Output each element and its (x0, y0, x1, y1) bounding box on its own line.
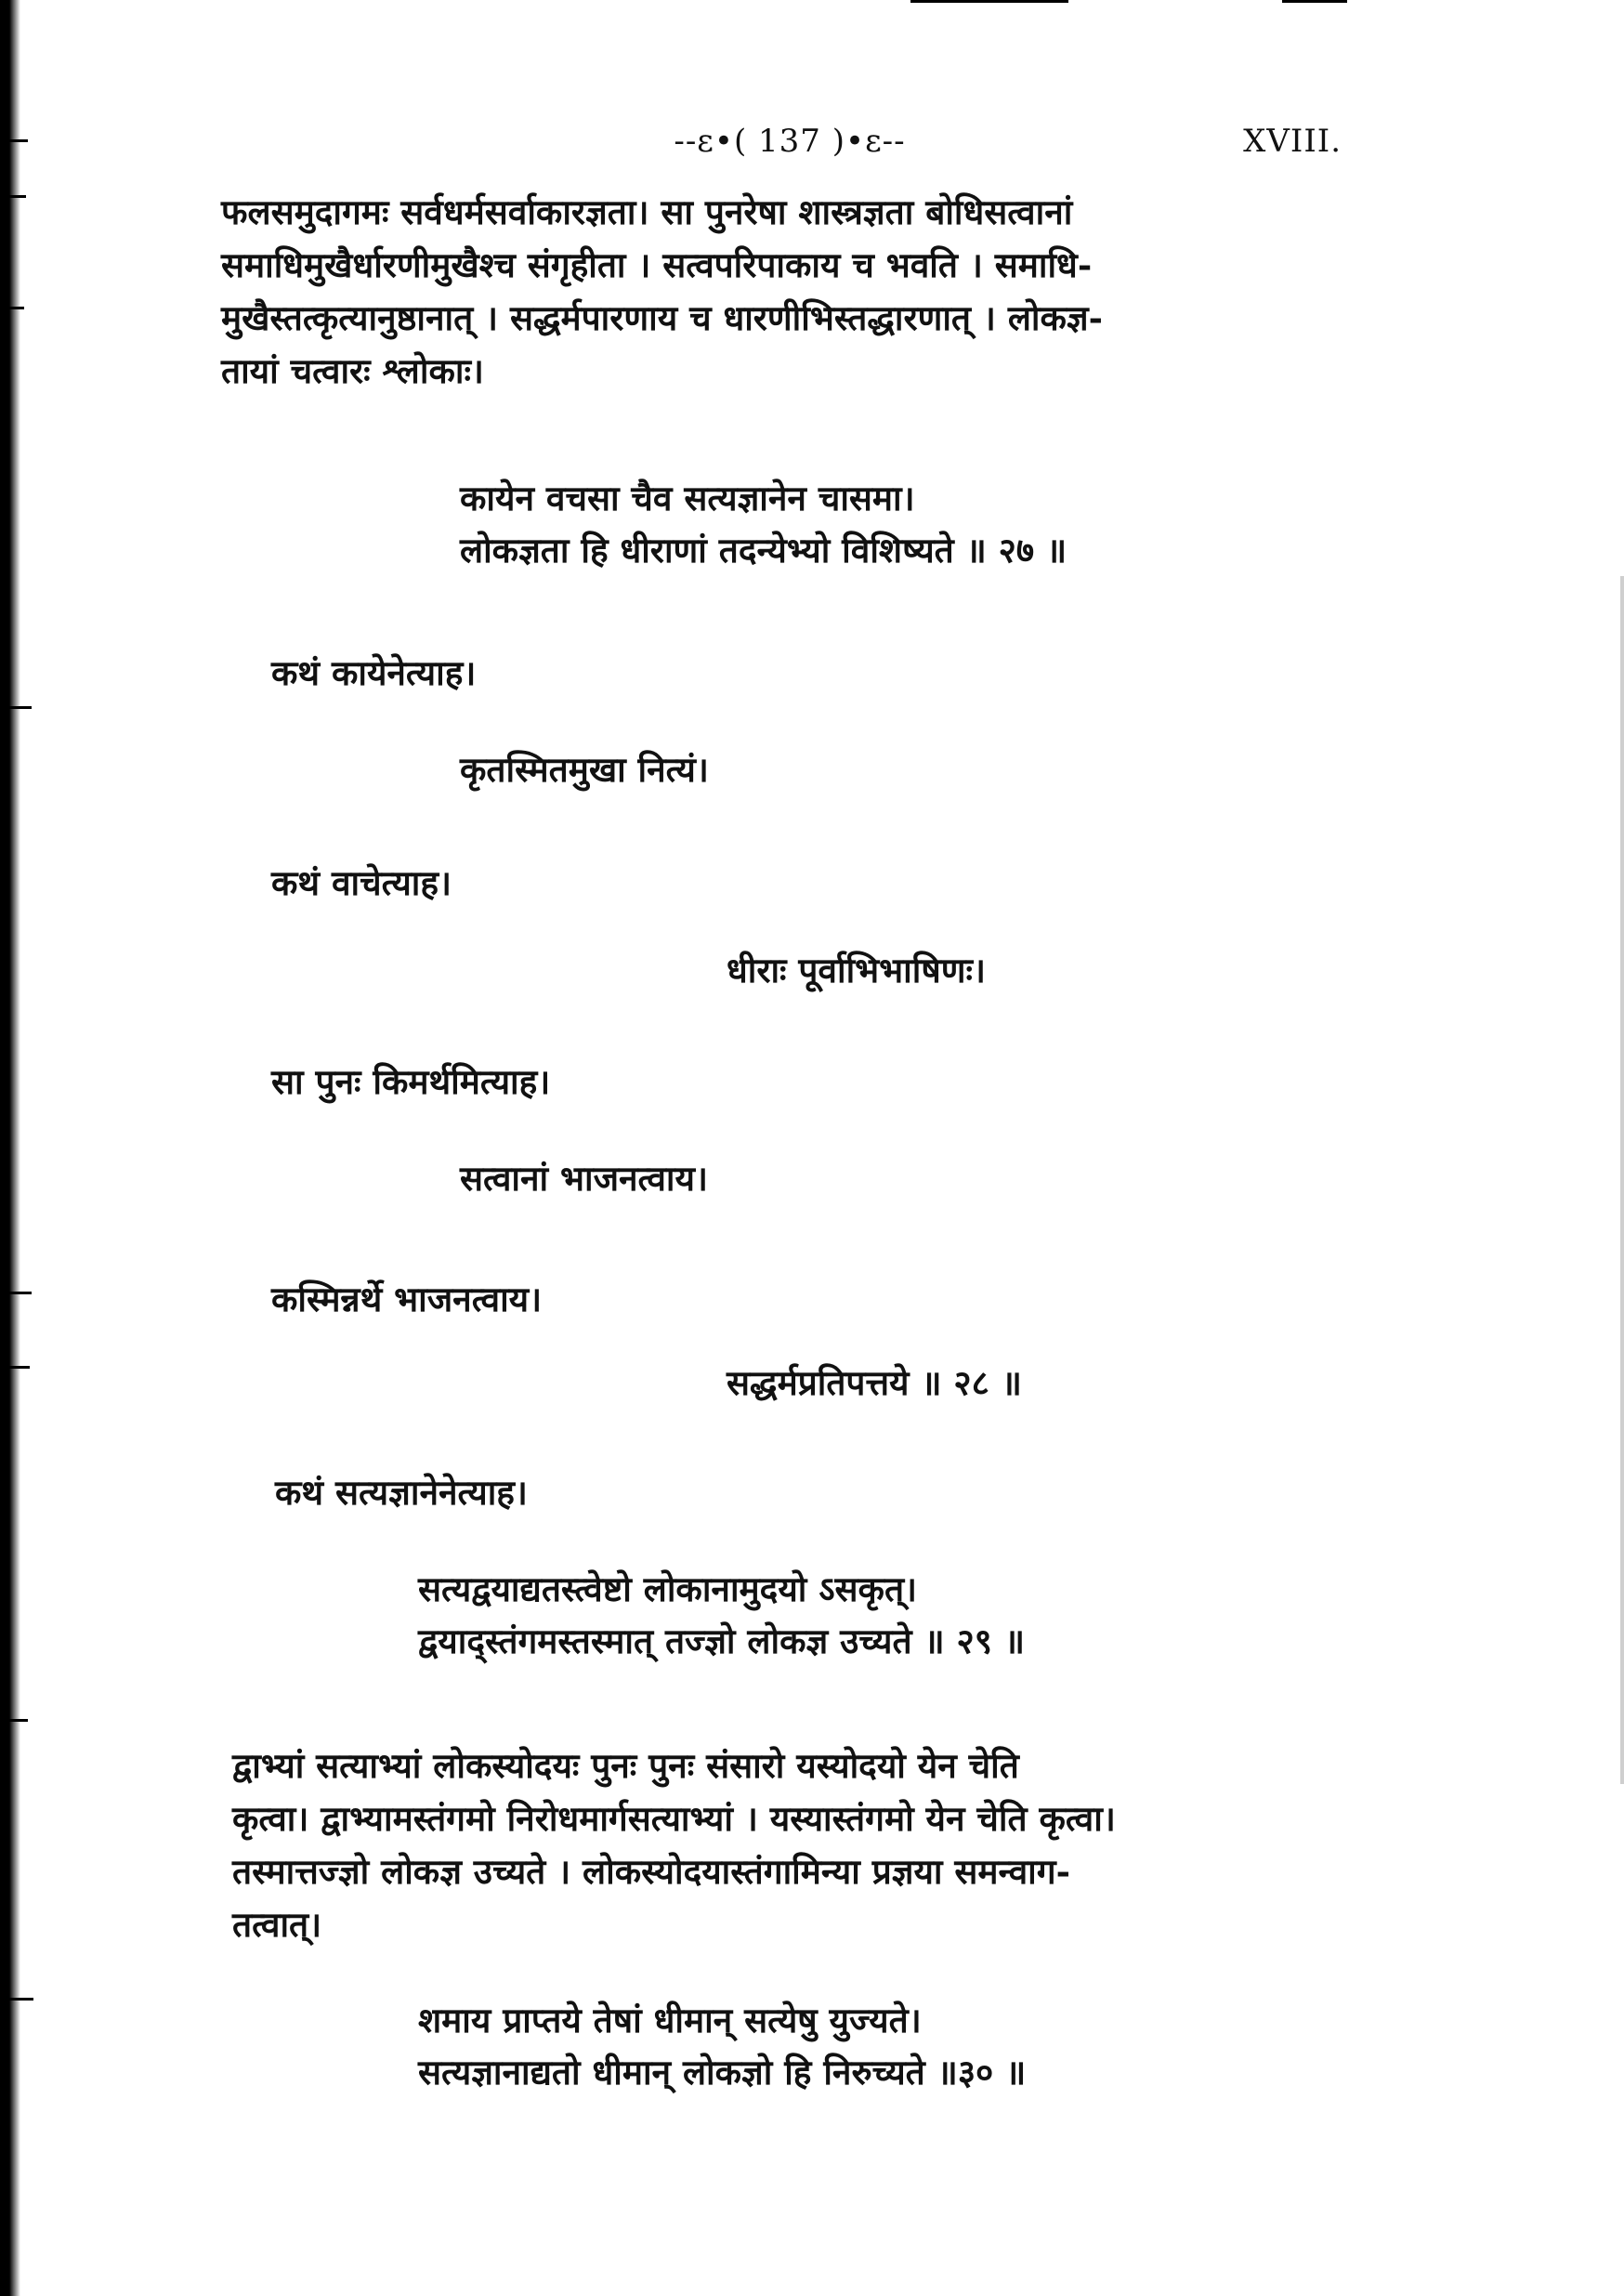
verse-line: शमाय प्राप्तये तेषां धीमान् सत्येषु युज्यते। (418, 2000, 922, 2040)
question-line: कथं सत्यज्ञानेनेत्याह। (275, 1472, 528, 1513)
text-line: समाधिमुखैर्धारणीमुखैश्च संगृहीता । सत्वपरिपाकाय च भवति । समाधि- (221, 244, 1093, 285)
page-header (0, 123, 1624, 169)
scan-edge-mark (0, 307, 24, 309)
scan-edge-mark (0, 1998, 33, 2001)
text-line: तायां चत्वारः श्लोकाः। (221, 350, 484, 391)
scan-edge-mark (0, 1292, 32, 1294)
signature-mark: XVIII. (1243, 123, 1342, 160)
paragraph-1 (221, 186, 1336, 398)
scan-top-rule (1282, 0, 1347, 3)
question-line: कथं वाचेत्याह। (271, 862, 452, 903)
text-line: फलसमुदागमः सर्वधर्मसर्वाकारज्ञता। सा पुनरेषा शास्त्रज्ञता बोधिसत्वानां (221, 191, 1073, 232)
verse-line: लोकज्ञता हि धीराणां तदन्येभ्यो विशिष्यते ॥ २७ ॥ (460, 530, 1067, 571)
answer-line: धीराः पूर्वाभिभाषिणः। (727, 950, 986, 991)
answer-line: सत्वानां भाजनत्वाय। (460, 1158, 708, 1199)
text-line: कृत्वा। द्वाभ्यामस्तंगमो निरोधमार्गसत्याभ्यां । यस्यास्तंगमो येन चेति कृत्वा। (232, 1798, 1116, 1839)
scan-edge-mark (0, 195, 26, 198)
scan-edge-mark (0, 1366, 30, 1369)
scan-binding-edge (0, 0, 41, 2296)
verse-line: द्वयाद्स्तंगमस्तस्मात् तज्ज्ञो लोकज्ञ उच्यते ॥ २९ ॥ (418, 1620, 1026, 1661)
scan-edge-mark (0, 1719, 28, 1722)
scan-right-edge (1620, 576, 1624, 1784)
verse-line: कायेन वचसा चैव सत्यज्ञानेन चासमा। (460, 478, 915, 518)
verse-27 (460, 472, 1067, 576)
text-line: मुखैस्तत्कृत्यानुष्ठानात् । सद्धर्मपारणाय च धारणीभिस्तद्धारणात् । लोकज्ञ- (221, 297, 1103, 338)
answer-line: सद्धर्मप्रतिपत्तये ॥ २८ ॥ (727, 1362, 1022, 1403)
text-line: तस्मात्तज्ज्ञो लोकज्ञ उच्यते । लोकस्योदयास्तंगामिन्या प्रज्ञया समन्वाग- (232, 1851, 1070, 1892)
question-line: कस्मिन्नर्थे भाजनत्वाय। (271, 1279, 543, 1319)
verse-29 (418, 1563, 1025, 1667)
verse-line: सत्यद्वयाद्यतस्त्वेष्टो लोकानामुदयो ऽसकृत्। (418, 1568, 918, 1609)
verse-30 (418, 1994, 1026, 2098)
question-line: सा पुनः किमर्थमित्याह। (271, 1061, 551, 1102)
scan-edge-mark (0, 706, 32, 709)
scan-top-rule (910, 0, 1068, 3)
paragraph-2 (232, 1739, 1347, 1951)
text-line: तत्वात्। (232, 1904, 322, 1945)
answer-line: कृतस्मितमुखा नित्यं। (460, 749, 709, 790)
question-line: कथं कायेनेत्याह। (271, 652, 477, 693)
page-number: --ε•( 137 )•ε-- (674, 123, 906, 160)
verse-line: सत्यज्ञानाद्यतो धीमान् लोकज्ञो हि निरुच्यते ॥३० ॥ (418, 2052, 1027, 2093)
text-line: द्वाभ्यां सत्याभ्यां लोकस्योदयः पुनः पुनः संसारो यस्योदयो येन चेति (232, 1745, 1019, 1786)
